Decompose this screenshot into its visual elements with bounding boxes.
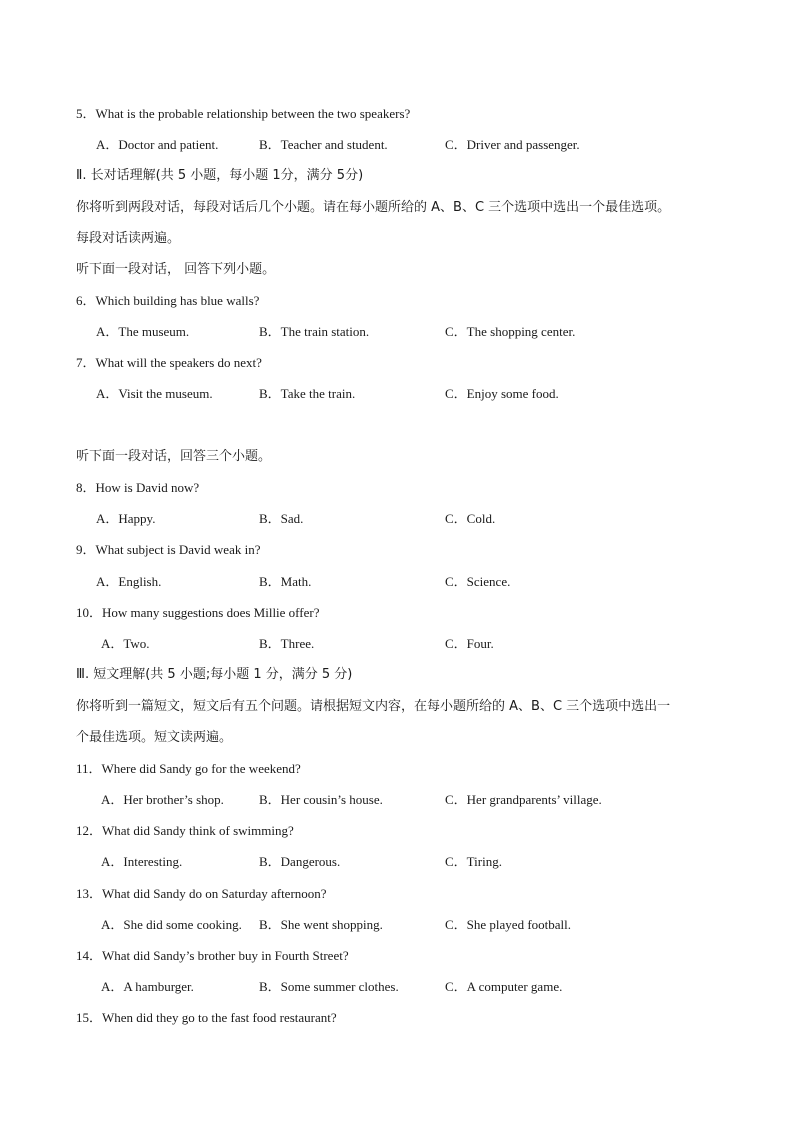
section-3-title: Ⅲ. 短文理解(共 5 小题;每小题 1 分，满分 5 分) [76,667,353,682]
question-5-option-c: C．Driver and passenger. [445,137,580,152]
question-14-option-b: B．Some summer clothes. [259,979,399,994]
question-12-option-c: C．Tiring. [445,854,502,869]
question-14-option-a: A．A hamburger. [101,979,194,994]
question-11-option-a: A．Her brother’s shop. [101,792,224,807]
section-2-title: Ⅱ. 长对话理解(共 5 小题，每小题 1分，满分 5分) [76,168,364,183]
question-8-option-b: B．Sad. [259,511,304,526]
section-3-instructions-line-1: 你将听到一篇短文，短文后有五个问题。请根据短文内容，在每小题所给的 A、B、C 三个选项中选出一 [76,699,671,714]
section-3-instructions-line-2: 个最佳选项。短文读两遍。 [76,730,233,745]
question-15-stem: 15．When did they go to the fast food restaurant? [76,1010,337,1025]
question-5-stem: 5．What is the probable relationship between the two speakers? [76,106,411,121]
question-13-option-c: C．She played football. [445,917,572,932]
question-11-option-c: C．Her grandparents’ village. [445,792,602,807]
listening-prompt-2: 听下面一段对话，回答三个小题。 [76,449,272,464]
question-7-option-c: C．Enjoy some food. [445,386,559,401]
section-2-instructions-line-2: 每段对话读两遍。 [76,231,181,246]
section-2-instructions-line-1: 你将听到两段对话，每段对话后几个小题。请在每小题所给的 A、B、C 三个选项中选出一个最佳选项。 [76,200,671,215]
question-10-option-a: A．Two. [101,636,150,651]
question-11-stem: 11．Where did Sandy go for the weekend? [76,761,301,776]
question-10-stem: 10．How many suggestions does Millie offer? [76,605,320,620]
question-13-stem: 13．What did Sandy do on Saturday afternoon? [76,886,327,901]
question-5-option-a: A．Doctor and patient. [96,137,219,152]
question-9-option-a: A．English. [96,574,162,589]
question-11-option-b: B．Her cousin’s house. [259,792,383,807]
question-6-option-a: A．The museum. [96,324,190,339]
question-14-stem: 14．What did Sandy’s brother buy in Fourth Street? [76,948,349,963]
question-7-option-a: A．Visit the museum. [96,386,213,401]
question-10-option-c: C．Four. [445,636,494,651]
question-8-option-c: C．Cold. [445,511,496,526]
question-13-option-a: A．She did some cooking. [101,917,242,932]
question-6-option-b: B．The train station. [259,324,370,339]
question-13-option-b: B．She went shopping. [259,917,383,932]
question-12-option-a: A．Interesting. [101,854,183,869]
question-9-option-b: B．Math. [259,574,312,589]
question-8-option-a: A．Happy. [96,511,156,526]
question-9-option-c: C．Science. [445,574,511,589]
question-6-option-c: C．The shopping center. [445,324,576,339]
listening-prompt-1: 听下面一段对话， 回答下列小题。 [76,262,276,277]
question-9-stem: 9．What subject is David weak in? [76,542,261,557]
question-6-stem: 6．Which building has blue walls? [76,293,260,308]
question-7-stem: 7．What will the speakers do next? [76,355,262,370]
question-12-option-b: B．Dangerous. [259,854,341,869]
question-7-option-b: B．Take the train. [259,386,356,401]
question-12-stem: 12．What did Sandy think of swimming? [76,823,294,838]
question-14-option-c: C．A computer game. [445,979,563,994]
question-5-option-b: B．Teacher and student. [259,137,388,152]
question-8-stem: 8．How is David now? [76,480,200,495]
question-10-option-b: B．Three. [259,636,315,651]
